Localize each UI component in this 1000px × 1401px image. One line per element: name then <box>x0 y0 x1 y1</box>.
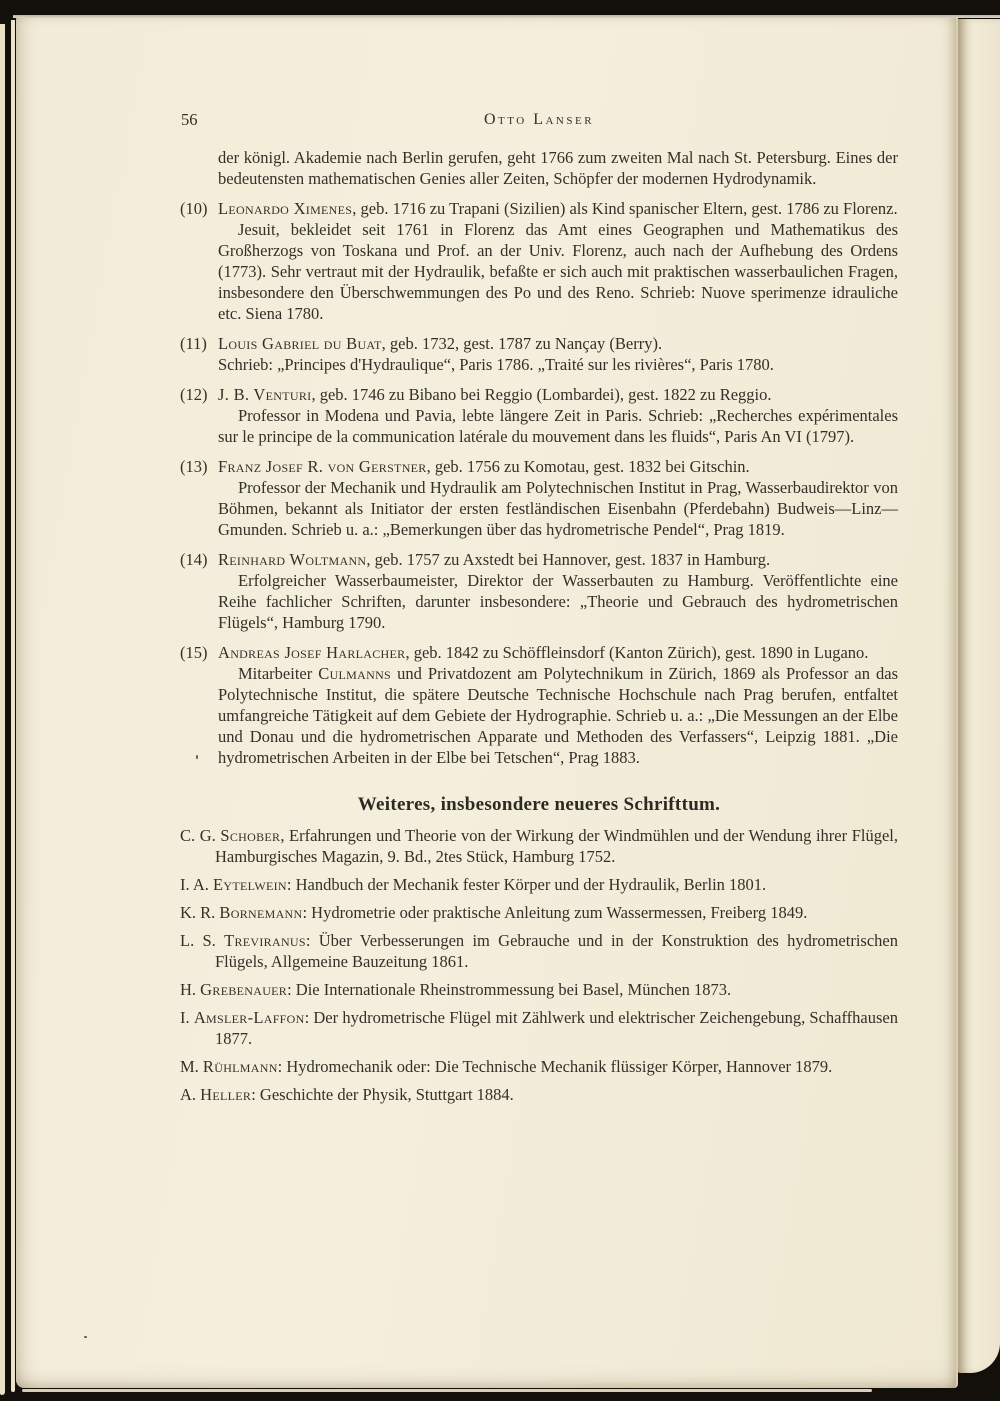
entry-headline <box>218 384 898 405</box>
bibliography-item <box>180 930 898 972</box>
entry-number: (12) <box>180 385 208 404</box>
biography-entry <box>180 384 898 447</box>
person-name: Andreas Josef Harlacher <box>218 643 406 662</box>
biography-entry <box>180 198 898 324</box>
entry-headline-text: , geb. 1746 zu Bibano bei Reggio (Lombardei), gest. 1822 zu Reggio. <box>311 385 772 404</box>
person-name: Louis Gabriel du Buat <box>218 334 382 353</box>
biography-entry <box>180 456 898 540</box>
bibliography-list <box>180 825 898 1105</box>
page-stack-edge <box>11 20 15 1392</box>
bibliography-item <box>180 1007 898 1049</box>
author-name: Grebenauer <box>200 980 288 999</box>
bibliography-text: : Geschichte der Physik, Stuttgart 1884. <box>251 1085 514 1104</box>
biography-entry <box>180 333 898 375</box>
author-name: Rühlmann <box>202 1057 278 1076</box>
author-name: Schober <box>220 826 281 845</box>
author-initials: M. <box>180 1057 203 1076</box>
author-name: Heller <box>200 1085 252 1104</box>
entry-body <box>218 354 898 375</box>
entry-body-text-cont: und Privatdozent am Polytechnikum in Zürich, 1869 als Professor an das Polytechnische Institut, die spätere Deutsche Technische Hochschule nach Prag berufen, entfaltet umfangreiche Tätigkeit auf dem Gebiete der Hydrographie. Schrieb u. a.: „Die Messungen an der Elbe und Donau und die hydrometrischen Apparate und Methoden des Verfassers“, Leipzig 1881. „Die hydrometrischen Arbeiten in der Elbe bei Tetschen“, Prag 1883. <box>218 664 898 767</box>
entry-body-smallcaps: Culmanns <box>318 664 392 683</box>
author-initials: H. <box>180 980 201 999</box>
biography-entry <box>180 642 898 768</box>
bibliography-text: : Die Internationale Rheinstrommessung bei Basel, München 1873. <box>287 980 732 999</box>
bibliography-text: : Hydrometrie oder praktische Anleitung zum Wassermessen, Freiberg 1849. <box>302 903 808 922</box>
author-initials: I. <box>180 1008 194 1027</box>
entry-body-text: Erfolgreicher Wasserbaumeister, Direktor der Wasserbauten zu Hamburg. Veröffentlichte eine Reihe fachlicher Schriften, darunter insbesondere: „Theorie und Gebrauch des hydrometrischen Flügels“, Hamburg 1790. <box>218 571 898 632</box>
author-initials: L. S. <box>180 931 225 950</box>
bibliography-text: : Über Verbesserungen im Gebrauche und in der Konstruktion des hydrometrischen Flügels, Allgemeine Bauzeitung 1861. <box>215 931 898 971</box>
entry-body-text: Professor in Modena und Pavia, lebte längere Zeit in Paris. Schrieb: „Recherches expérimentales sur le principe de la communication latérale du mouvement dans les fluids“, Paris An VI (1797). <box>218 406 898 446</box>
author-name: Eytelwein <box>213 875 287 894</box>
bibliography-item <box>180 1056 898 1077</box>
entry-number: (14) <box>180 550 208 569</box>
paper-speck <box>84 1336 87 1338</box>
entry-headline-text: , geb. 1842 zu Schöffleinsdorf (Kanton Zürich), gest. 1890 in Lugano. <box>405 643 869 662</box>
entry-headline-text: , geb. 1757 zu Axstedt bei Hannover, gest. 1837 in Hamburg. <box>366 550 771 569</box>
page-content <box>180 109 898 1105</box>
bibliography-item <box>180 979 898 1000</box>
author-name: Treviranus <box>224 931 306 950</box>
entry-body-text: Schrieb: „Principes d'Hydraulique“, Paris 1786. „Traité sur les rivières“, Paris 1780. <box>218 355 774 374</box>
person-name: J. B. Venturi <box>218 385 312 404</box>
author-initials: A. <box>180 1085 201 1104</box>
entry-body <box>218 663 898 768</box>
running-header <box>180 109 898 130</box>
entry-headline-text: , geb. 1756 zu Komotau, gest. 1832 bei Gitschin. <box>426 457 750 476</box>
section-heading: Weiteres, insbesondere neueres Schrifttum. <box>357 794 721 815</box>
entry-headline <box>218 333 898 354</box>
entry-number: (13) <box>180 457 208 476</box>
entry-headline-text: , geb. 1716 zu Trapani (Sizilien) als Kind spanischer Eltern, gest. 1786 zu Florenz. <box>352 199 898 218</box>
person-name: Reinhard Woltmann <box>218 550 367 569</box>
bibliography-text: : Hydromechanik oder: Die Technische Mechanik flüssiger Körper, Hannover 1879. <box>277 1057 833 1076</box>
bibliography-text: , Erfahrungen und Theorie von der Wirkung der Windmühlen und der Wendung ihrer Flügel, Hamburgisches Magazin, 9. Bd., 2tes Stück, Hamburg 1752. <box>215 826 898 866</box>
author-initials: K. R. <box>180 903 220 922</box>
page-bottom-edge <box>22 1389 872 1392</box>
entry-body <box>218 570 898 633</box>
entry-body <box>218 219 898 324</box>
bibliography-item <box>180 902 898 923</box>
bibliography-item <box>180 825 898 867</box>
intro-paragraph: der königl. Akademie nach Berlin gerufen, geht 1766 zum zweiten Mal nach St. Petersburg. Eines der bedeutensten mathematischen Genies aller Zeiten, Schöpfer der modernen Hydrodynamik. <box>218 148 898 188</box>
biography-entry <box>180 549 898 633</box>
entry-body-text: Jesuit, bekleidet seit 1761 in Florenz das Amt eines Geographen und Mathematikus des Großherzogs von Toskana und Prof. an der Univ. Florenz, auch nach der Aufhebung des Ordens (1773). Sehr vertraut mit der Hydraulik, befaßte er sich auch mit praktischen wasserbaulichen Fragen, insbesondere den Überschwemmungen des Po und des Reno. Schrieb: Nuove sperimenze idrauliche etc. Siena 1780. <box>218 220 898 323</box>
entry-number: (10) <box>180 199 208 218</box>
person-name: Franz Josef R. von Gerstner <box>218 457 427 476</box>
entry-body-text: Professor der Mechanik und Hydraulik am Polytechnischen Institut in Prag, Wasserbaudirektor von Böhmen, bekannt als Initiator der ersten festländischen Eisenbahn (Pferdebahn) Budweis—Linz—Gmunden. Schrieb u. a.: „Bemerkungen über das hydrometrische Pendel“, Prag 1819. <box>218 478 898 539</box>
entry-headline <box>218 198 898 219</box>
biography-entries <box>180 198 898 768</box>
page-number: 56 <box>181 110 198 129</box>
entry-body-text: Mitarbeiter <box>238 664 319 683</box>
entry-number: (15) <box>180 643 208 662</box>
bibliography-text: : Der hydrometrische Flügel mit Zählwerk und elektrischer Zeichengebung, Schaffhausen 1877. <box>215 1008 898 1048</box>
entry-number: (11) <box>180 334 207 353</box>
underlying-page-edge <box>0 24 5 1395</box>
entry-body <box>218 405 898 447</box>
author-name: Bornemann <box>219 903 303 922</box>
bibliography-item <box>180 1084 898 1105</box>
author-initials: C. G. <box>180 826 221 845</box>
entry-headline-text: , geb. 1732, gest. 1787 zu Nançay (Berry). <box>381 334 663 353</box>
running-title: Otto Lanser <box>483 111 595 128</box>
entry-headline <box>218 642 898 663</box>
entry-headline <box>218 549 898 570</box>
bibliography-item <box>180 874 898 895</box>
gutter-page-edge <box>958 19 1000 1373</box>
entry-headline <box>218 456 898 477</box>
bibliography-text: : Handbuch der Mechanik fester Körper und der Hydraulik, Berlin 1801. <box>286 875 767 894</box>
person-name: Leonardo Ximenes <box>218 199 353 218</box>
author-name: Amsler-Laffon <box>193 1008 305 1027</box>
entry-body <box>218 477 898 540</box>
author-initials: I. A. <box>180 875 213 894</box>
